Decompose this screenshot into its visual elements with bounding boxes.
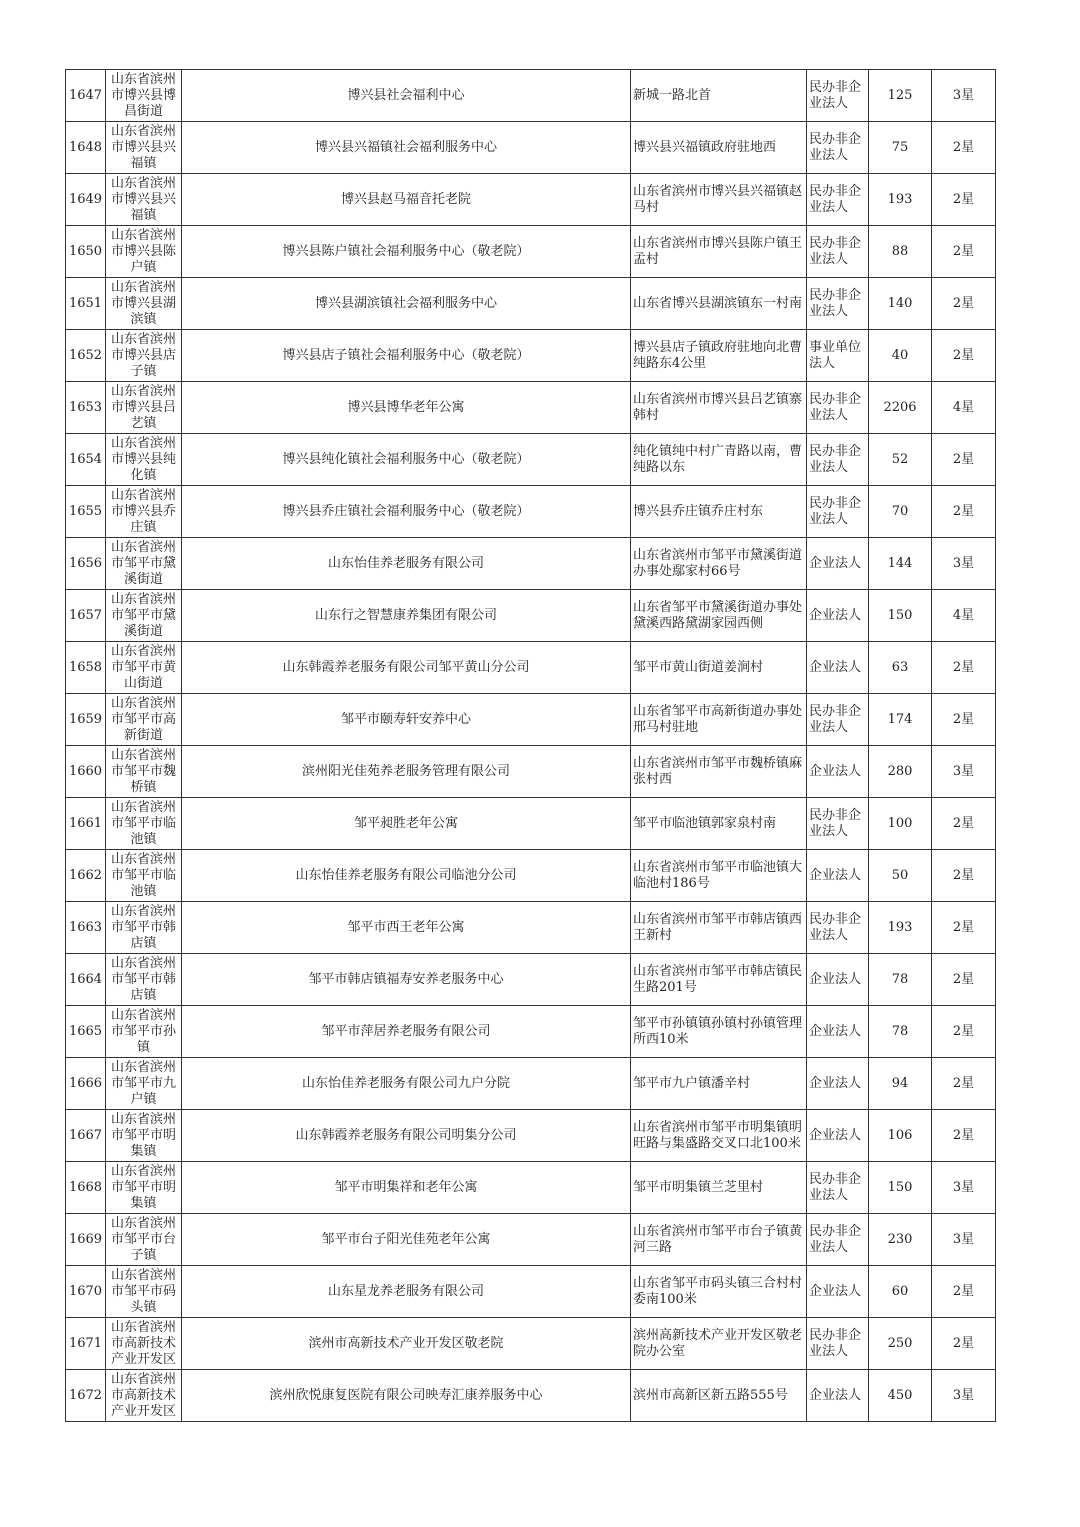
legal-type-cell: 企业法人 bbox=[807, 1266, 869, 1318]
region-cell: 山东省滨州市邹平市明集镇 bbox=[106, 1162, 182, 1214]
address-cell: 纯化镇纯中村广青路以南，曹纯路以东 bbox=[631, 434, 807, 486]
row-number: 1670 bbox=[66, 1266, 106, 1318]
region-cell: 山东省滨州市博兴县湖滨镇 bbox=[106, 278, 182, 330]
row-number: 1660 bbox=[66, 746, 106, 798]
institution-name: 博兴县店子镇社会福利服务中心（敬老院） bbox=[182, 330, 631, 382]
star-rating-cell: 2星 bbox=[932, 486, 996, 538]
bed-count-cell: 88 bbox=[869, 226, 932, 278]
row-number: 1650 bbox=[66, 226, 106, 278]
address-cell: 博兴县兴福镇政府驻地西 bbox=[631, 122, 807, 174]
bed-count-cell: 280 bbox=[869, 746, 932, 798]
institution-name: 邹平市台子阳光佳苑老年公寓 bbox=[182, 1214, 631, 1266]
bed-count-cell: 78 bbox=[869, 1006, 932, 1058]
bed-count-cell: 70 bbox=[869, 486, 932, 538]
address-cell: 新城一路北首 bbox=[631, 70, 807, 122]
legal-type-cell: 民办非企业法人 bbox=[807, 434, 869, 486]
star-rating-cell: 2星 bbox=[932, 902, 996, 954]
region-cell: 山东省滨州市邹平市台子镇 bbox=[106, 1214, 182, 1266]
address-cell: 山东省滨州市博兴县吕艺镇寨韩村 bbox=[631, 382, 807, 434]
region-cell: 山东省滨州市邹平市高新街道 bbox=[106, 694, 182, 746]
bed-count-cell: 75 bbox=[869, 122, 932, 174]
star-rating-cell: 2星 bbox=[932, 850, 996, 902]
table-row bbox=[66, 590, 996, 642]
legal-type-cell: 企业法人 bbox=[807, 538, 869, 590]
legal-type-cell: 民办非企业法人 bbox=[807, 1318, 869, 1370]
legal-type-cell: 企业法人 bbox=[807, 642, 869, 694]
region-cell: 山东省滨州市邹平市韩店镇 bbox=[106, 902, 182, 954]
region-cell: 山东省滨州市邹平市明集镇 bbox=[106, 1110, 182, 1162]
star-rating-cell: 2星 bbox=[932, 954, 996, 1006]
table-row bbox=[66, 850, 996, 902]
row-number: 1671 bbox=[66, 1318, 106, 1370]
bed-count-cell: 94 bbox=[869, 1058, 932, 1110]
region-cell: 山东省滨州市博兴县乔庄镇 bbox=[106, 486, 182, 538]
row-number: 1649 bbox=[66, 174, 106, 226]
bed-count-cell: 250 bbox=[869, 1318, 932, 1370]
legal-type-cell: 民办非企业法人 bbox=[807, 226, 869, 278]
region-cell: 山东省滨州市博兴县陈户镇 bbox=[106, 226, 182, 278]
row-number: 1656 bbox=[66, 538, 106, 590]
address-cell: 邹平市临池镇郭家泉村南 bbox=[631, 798, 807, 850]
address-cell: 山东省博兴县湖滨镇东一村南 bbox=[631, 278, 807, 330]
legal-type-cell: 民办非企业法人 bbox=[807, 174, 869, 226]
legal-type-cell: 民办非企业法人 bbox=[807, 382, 869, 434]
region-cell: 山东省滨州市邹平市临池镇 bbox=[106, 798, 182, 850]
table-row bbox=[66, 70, 996, 122]
bed-count-cell: 193 bbox=[869, 902, 932, 954]
table-row bbox=[66, 1162, 996, 1214]
star-rating-cell: 2星 bbox=[932, 1318, 996, 1370]
row-number: 1669 bbox=[66, 1214, 106, 1266]
legal-type-cell: 民办非企业法人 bbox=[807, 902, 869, 954]
institution-name: 山东行之智慧康养集团有限公司 bbox=[182, 590, 631, 642]
address-cell: 山东省滨州市邹平市台子镇黄河三路 bbox=[631, 1214, 807, 1266]
institution-name: 博兴县陈户镇社会福利服务中心（敬老院） bbox=[182, 226, 631, 278]
region-cell: 山东省滨州市博兴县纯化镇 bbox=[106, 434, 182, 486]
table-row bbox=[66, 1110, 996, 1162]
table-row bbox=[66, 226, 996, 278]
address-cell: 山东省邹平市黛溪街道办事处黛溪西路黛湖家园西侧 bbox=[631, 590, 807, 642]
address-cell: 滨州高新技术产业开发区敬老院办公室 bbox=[631, 1318, 807, 1370]
bed-count-cell: 63 bbox=[869, 642, 932, 694]
region-cell: 山东省滨州市邹平市魏桥镇 bbox=[106, 746, 182, 798]
bed-count-cell: 150 bbox=[869, 590, 932, 642]
table-row bbox=[66, 902, 996, 954]
table-row bbox=[66, 954, 996, 1006]
table-row bbox=[66, 1266, 996, 1318]
legal-type-cell: 企业法人 bbox=[807, 954, 869, 1006]
region-cell: 山东省滨州市邹平市黄山街道 bbox=[106, 642, 182, 694]
region-cell: 山东省滨州市博兴县店子镇 bbox=[106, 330, 182, 382]
star-rating-cell: 2星 bbox=[932, 434, 996, 486]
star-rating-cell: 3星 bbox=[932, 1162, 996, 1214]
row-number: 1654 bbox=[66, 434, 106, 486]
region-cell: 山东省滨州市博兴县吕艺镇 bbox=[106, 382, 182, 434]
star-rating-cell: 2星 bbox=[932, 642, 996, 694]
table-row bbox=[66, 1214, 996, 1266]
star-rating-cell: 2星 bbox=[932, 122, 996, 174]
address-cell: 山东省滨州市博兴县兴福镇赵马村 bbox=[631, 174, 807, 226]
row-number: 1652 bbox=[66, 330, 106, 382]
address-cell: 山东省滨州市博兴县陈户镇王孟村 bbox=[631, 226, 807, 278]
table-row bbox=[66, 694, 996, 746]
region-cell: 山东省滨州市邹平市孙镇 bbox=[106, 1006, 182, 1058]
institution-name: 邹平市颐寿轩安养中心 bbox=[182, 694, 631, 746]
address-cell: 博兴县店子镇政府驻地向北曹纯路东4公里 bbox=[631, 330, 807, 382]
institution-name: 邹平市萍居养老服务有限公司 bbox=[182, 1006, 631, 1058]
region-cell: 山东省滨州市高新技术产业开发区 bbox=[106, 1370, 182, 1422]
institution-name: 山东怡佳养老服务有限公司临池分公司 bbox=[182, 850, 631, 902]
region-cell: 山东省滨州市博兴县兴福镇 bbox=[106, 174, 182, 226]
table-row bbox=[66, 538, 996, 590]
row-number: 1648 bbox=[66, 122, 106, 174]
row-number: 1662 bbox=[66, 850, 106, 902]
address-cell: 邹平市九户镇潘辛村 bbox=[631, 1058, 807, 1110]
table-row bbox=[66, 122, 996, 174]
address-cell: 山东省滨州市邹平市韩店镇西王新村 bbox=[631, 902, 807, 954]
institution-name: 邹平市明集祥和老年公寓 bbox=[182, 1162, 631, 1214]
bed-count-cell: 106 bbox=[869, 1110, 932, 1162]
institution-name: 滨州市高新技术产业开发区敬老院 bbox=[182, 1318, 631, 1370]
row-number: 1672 bbox=[66, 1370, 106, 1422]
bed-count-cell: 450 bbox=[869, 1370, 932, 1422]
table-row bbox=[66, 1058, 996, 1110]
region-cell: 山东省滨州市邹平市临池镇 bbox=[106, 850, 182, 902]
row-number: 1659 bbox=[66, 694, 106, 746]
row-number: 1655 bbox=[66, 486, 106, 538]
address-cell: 山东省邹平市码头镇三合村村委南100米 bbox=[631, 1266, 807, 1318]
legal-type-cell: 民办非企业法人 bbox=[807, 122, 869, 174]
bed-count-cell: 100 bbox=[869, 798, 932, 850]
star-rating-cell: 3星 bbox=[932, 1214, 996, 1266]
table-row bbox=[66, 278, 996, 330]
row-number: 1667 bbox=[66, 1110, 106, 1162]
star-rating-cell: 2星 bbox=[932, 1110, 996, 1162]
bed-count-cell: 140 bbox=[869, 278, 932, 330]
bed-count-cell: 52 bbox=[869, 434, 932, 486]
region-cell: 山东省滨州市邹平市九户镇 bbox=[106, 1058, 182, 1110]
legal-type-cell: 民办非企业法人 bbox=[807, 1162, 869, 1214]
institution-name: 博兴县博华老年公寓 bbox=[182, 382, 631, 434]
institution-name: 山东怡佳养老服务有限公司 bbox=[182, 538, 631, 590]
institution-name: 博兴县纯化镇社会福利服务中心（敬老院） bbox=[182, 434, 631, 486]
address-cell: 邹平市孙镇镇孙镇村孙镇管理所西10米 bbox=[631, 1006, 807, 1058]
legal-type-cell: 事业单位法人 bbox=[807, 330, 869, 382]
legal-type-cell: 企业法人 bbox=[807, 746, 869, 798]
star-rating-cell: 2星 bbox=[932, 1266, 996, 1318]
region-cell: 山东省滨州市邹平市黛溪街道 bbox=[106, 590, 182, 642]
bed-count-cell: 174 bbox=[869, 694, 932, 746]
row-number: 1653 bbox=[66, 382, 106, 434]
table-row bbox=[66, 642, 996, 694]
table-body bbox=[66, 70, 996, 1422]
table-row bbox=[66, 174, 996, 226]
row-number: 1663 bbox=[66, 902, 106, 954]
table-row bbox=[66, 434, 996, 486]
table-row bbox=[66, 1370, 996, 1422]
star-rating-cell: 2星 bbox=[932, 226, 996, 278]
legal-type-cell: 企业法人 bbox=[807, 850, 869, 902]
institution-name: 邹平市韩店镇福寿安养老服务中心 bbox=[182, 954, 631, 1006]
institution-name: 博兴县赵马福音托老院 bbox=[182, 174, 631, 226]
bed-count-cell: 60 bbox=[869, 1266, 932, 1318]
institution-name: 山东怡佳养老服务有限公司九户分院 bbox=[182, 1058, 631, 1110]
institution-name: 博兴县社会福利中心 bbox=[182, 70, 631, 122]
institution-name: 博兴县湖滨镇社会福利服务中心 bbox=[182, 278, 631, 330]
table-row bbox=[66, 1318, 996, 1370]
star-rating-cell: 3星 bbox=[932, 1370, 996, 1422]
table-row bbox=[66, 746, 996, 798]
bed-count-cell: 2206 bbox=[869, 382, 932, 434]
legal-type-cell: 民办非企业法人 bbox=[807, 278, 869, 330]
star-rating-cell: 2星 bbox=[932, 278, 996, 330]
address-cell: 博兴县乔庄镇乔庄村东 bbox=[631, 486, 807, 538]
star-rating-cell: 4星 bbox=[932, 590, 996, 642]
bed-count-cell: 150 bbox=[869, 1162, 932, 1214]
region-cell: 山东省滨州市邹平市黛溪街道 bbox=[106, 538, 182, 590]
region-cell: 山东省滨州市邹平市码头镇 bbox=[106, 1266, 182, 1318]
address-cell: 山东省滨州市邹平市明集镇明旺路与集盛路交叉口北100米 bbox=[631, 1110, 807, 1162]
row-number: 1661 bbox=[66, 798, 106, 850]
bed-count-cell: 193 bbox=[869, 174, 932, 226]
legal-type-cell: 民办非企业法人 bbox=[807, 1214, 869, 1266]
row-number: 1657 bbox=[66, 590, 106, 642]
legal-type-cell: 民办非企业法人 bbox=[807, 798, 869, 850]
address-cell: 山东省滨州市邹平市韩店镇民生路201号 bbox=[631, 954, 807, 1006]
legal-type-cell: 企业法人 bbox=[807, 1006, 869, 1058]
institution-name: 邹平市西王老年公寓 bbox=[182, 902, 631, 954]
address-cell: 山东省邹平市高新街道办事处邢马村驻地 bbox=[631, 694, 807, 746]
address-cell: 山东省滨州市邹平市临池镇大临池村186号 bbox=[631, 850, 807, 902]
star-rating-cell: 2星 bbox=[932, 174, 996, 226]
address-cell: 邹平市明集镇兰芝里村 bbox=[631, 1162, 807, 1214]
region-cell: 山东省滨州市高新技术产业开发区 bbox=[106, 1318, 182, 1370]
star-rating-cell: 2星 bbox=[932, 1058, 996, 1110]
region-cell: 山东省滨州市邹平市韩店镇 bbox=[106, 954, 182, 1006]
row-number: 1658 bbox=[66, 642, 106, 694]
star-rating-cell: 2星 bbox=[932, 694, 996, 746]
star-rating-cell: 2星 bbox=[932, 330, 996, 382]
table-row bbox=[66, 486, 996, 538]
institution-name: 博兴县乔庄镇社会福利服务中心（敬老院） bbox=[182, 486, 631, 538]
legal-type-cell: 企业法人 bbox=[807, 1058, 869, 1110]
address-cell: 山东省滨州市邹平市黛溪街道办事处鄢家村66号 bbox=[631, 538, 807, 590]
institution-name: 邹平昶胜老年公寓 bbox=[182, 798, 631, 850]
legal-type-cell: 企业法人 bbox=[807, 1110, 869, 1162]
bed-count-cell: 125 bbox=[869, 70, 932, 122]
row-number: 1665 bbox=[66, 1006, 106, 1058]
legal-type-cell: 民办非企业法人 bbox=[807, 486, 869, 538]
row-number: 1664 bbox=[66, 954, 106, 1006]
legal-type-cell: 企业法人 bbox=[807, 1370, 869, 1422]
star-rating-cell: 3星 bbox=[932, 538, 996, 590]
address-cell: 山东省滨州市邹平市魏桥镇麻张村西 bbox=[631, 746, 807, 798]
row-number: 1668 bbox=[66, 1162, 106, 1214]
institution-name: 滨州阳光佳苑养老服务管理有限公司 bbox=[182, 746, 631, 798]
region-cell: 山东省滨州市博兴县博昌街道 bbox=[106, 70, 182, 122]
institution-table bbox=[65, 69, 996, 1422]
star-rating-cell: 3星 bbox=[932, 746, 996, 798]
address-cell: 邹平市黄山街道姜涧村 bbox=[631, 642, 807, 694]
legal-type-cell: 企业法人 bbox=[807, 590, 869, 642]
row-number: 1651 bbox=[66, 278, 106, 330]
legal-type-cell: 民办非企业法人 bbox=[807, 694, 869, 746]
institution-name: 滨州欣悦康复医院有限公司映寿汇康养服务中心 bbox=[182, 1370, 631, 1422]
table-row bbox=[66, 382, 996, 434]
legal-type-cell: 民办非企业法人 bbox=[807, 70, 869, 122]
institution-name: 山东韩霞养老服务有限公司邹平黄山分公司 bbox=[182, 642, 631, 694]
row-number: 1647 bbox=[66, 70, 106, 122]
star-rating-cell: 4星 bbox=[932, 382, 996, 434]
table-row bbox=[66, 1006, 996, 1058]
institution-name: 山东韩霞养老服务有限公司明集分公司 bbox=[182, 1110, 631, 1162]
bed-count-cell: 40 bbox=[869, 330, 932, 382]
row-number: 1666 bbox=[66, 1058, 106, 1110]
institution-name: 山东星龙养老服务有限公司 bbox=[182, 1266, 631, 1318]
star-rating-cell: 3星 bbox=[932, 70, 996, 122]
bed-count-cell: 144 bbox=[869, 538, 932, 590]
region-cell: 山东省滨州市博兴县兴福镇 bbox=[106, 122, 182, 174]
bed-count-cell: 230 bbox=[869, 1214, 932, 1266]
star-rating-cell: 2星 bbox=[932, 798, 996, 850]
star-rating-cell: 2星 bbox=[932, 1006, 996, 1058]
address-cell: 滨州市高新区新五路555号 bbox=[631, 1370, 807, 1422]
table-row bbox=[66, 330, 996, 382]
bed-count-cell: 78 bbox=[869, 954, 932, 1006]
institution-name: 博兴县兴福镇社会福利服务中心 bbox=[182, 122, 631, 174]
bed-count-cell: 50 bbox=[869, 850, 932, 902]
table-row bbox=[66, 798, 996, 850]
